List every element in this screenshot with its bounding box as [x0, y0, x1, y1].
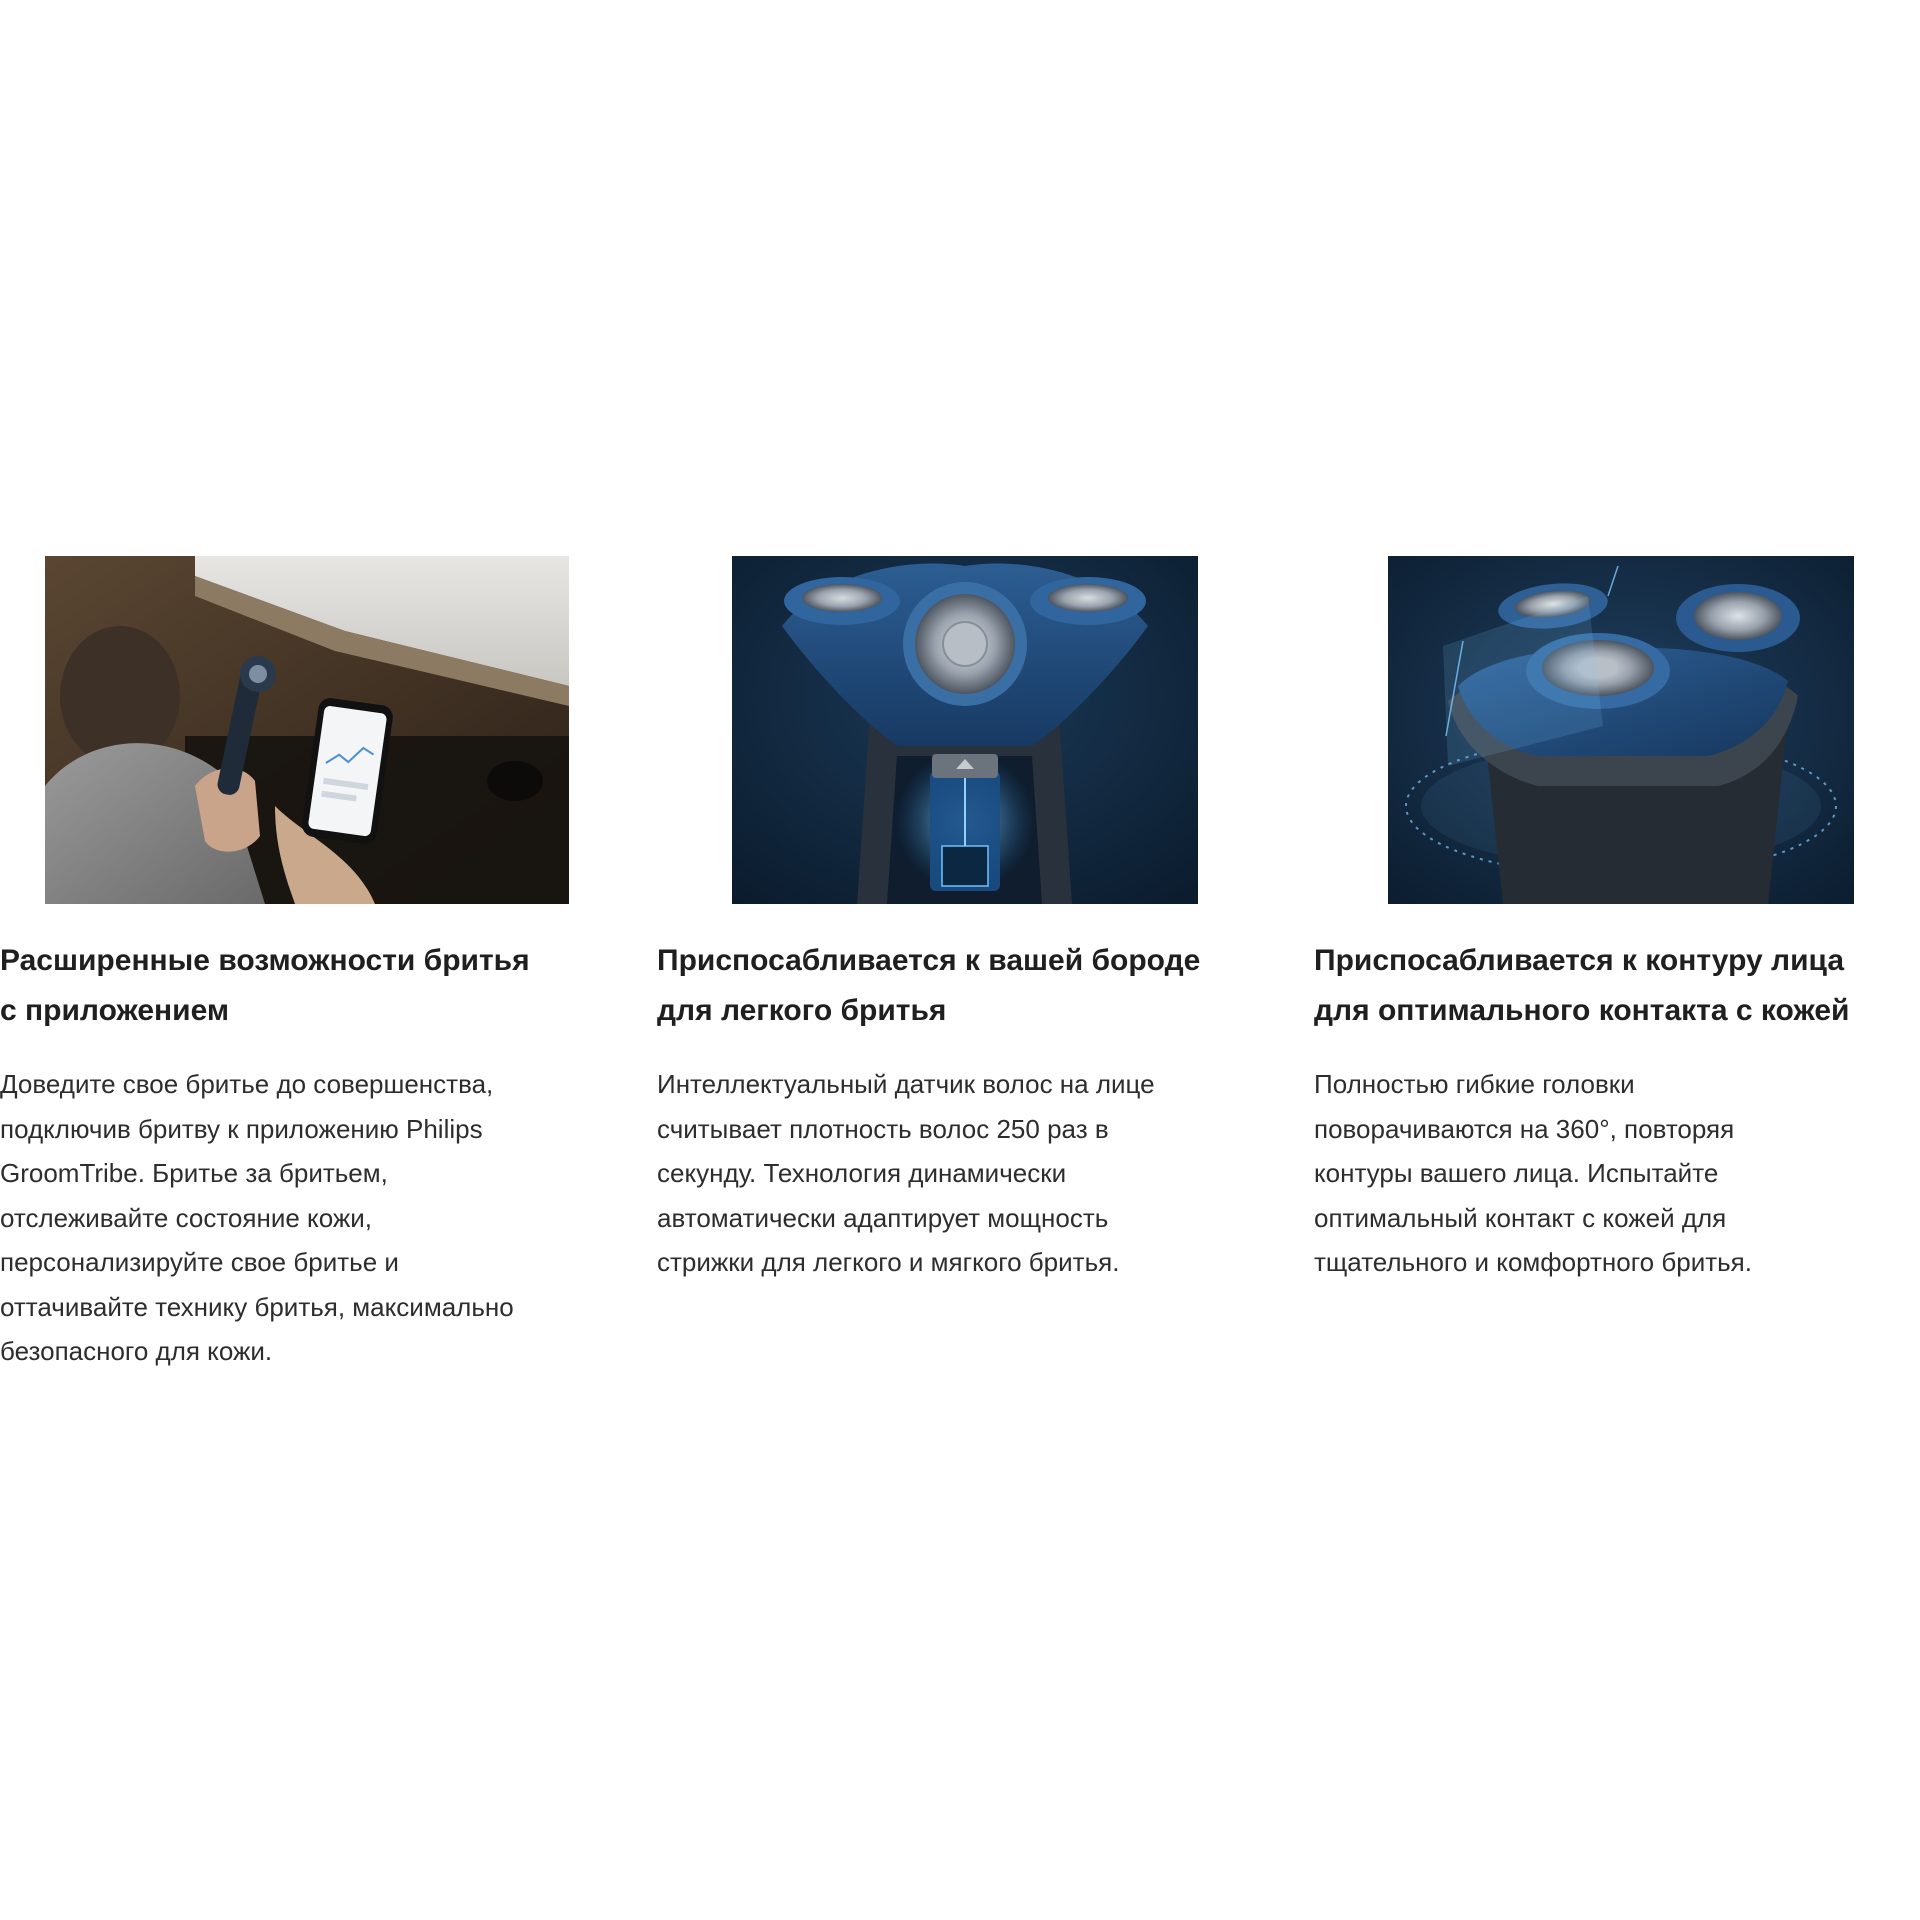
- app-shaving-photo: [45, 556, 569, 904]
- feature-description-line: оттачивайте технику бритья, максимально: [0, 1291, 514, 1322]
- feature-description: [657, 1062, 1155, 1285]
- feature-description-line: стрижки для легкого и мягкого бритья.: [657, 1247, 1120, 1277]
- feature-description-line: секунду. Технология динамически: [657, 1158, 1067, 1188]
- feature-description-line: безопасного для кожи.: [0, 1336, 273, 1366]
- app-shaving-photo-icon: [45, 556, 569, 904]
- feature-description-line: оптимальный контакт с кожей для: [1314, 1202, 1727, 1233]
- feature-title-line: Приспосабливается к вашей бороде: [657, 944, 1201, 977]
- feature-beard-adaptation: [657, 556, 1297, 1277]
- feature-app-connected: [0, 556, 640, 1366]
- feature-description-line: Доведите свое бритье до совершенства,: [0, 1069, 494, 1099]
- feature-description: [1314, 1062, 1752, 1285]
- beard-sensor-shaver-photo: [732, 556, 1198, 904]
- beard-sensor-shaver-photo-icon: [732, 556, 1198, 904]
- flexible-heads-shaver-photo-icon: [1388, 556, 1854, 904]
- feature-description-line: Интеллектуальный датчик волос на лице: [657, 1069, 1155, 1099]
- feature-description-line: персонализируйте свое бритье и: [0, 1247, 399, 1277]
- feature-title: [0, 936, 530, 1036]
- feature-description-line: Полностью гибкие головки: [1314, 1069, 1635, 1099]
- flexible-heads-shaver-photo: [1388, 556, 1854, 904]
- feature-title: [1314, 936, 1849, 1036]
- feature-description-line: тщательного и комфортного бритья.: [1314, 1247, 1752, 1277]
- feature-description-line: GroomTribe. Бритье за бритьем,: [0, 1158, 388, 1188]
- feature-description-line: поворачиваются на 360°, повторяя: [1314, 1113, 1735, 1144]
- feature-title-line: для легкого бритья: [657, 994, 947, 1027]
- feature-title-line: Приспосабливается к контуру лица: [1314, 944, 1845, 977]
- feature-description-line: автоматически адаптирует мощность: [657, 1202, 1109, 1233]
- feature-description: [0, 1062, 514, 1374]
- feature-title-line: для оптимального контакта с кожей: [1314, 994, 1850, 1027]
- feature-description-line: считывает плотность волос 250 раз в: [657, 1113, 1109, 1144]
- feature-face-contour: [1314, 556, 1920, 1277]
- feature-title-line: с приложением: [0, 994, 230, 1027]
- feature-description-line: подключив бритву к приложению Philips: [0, 1113, 483, 1144]
- feature-title-line: Расширенные возможности бритья: [0, 944, 530, 977]
- feature-title: [657, 936, 1200, 1036]
- feature-description-line: отслеживайте состояние кожи,: [0, 1202, 373, 1233]
- feature-description-line: контуры вашего лица. Испытайте: [1314, 1158, 1719, 1188]
